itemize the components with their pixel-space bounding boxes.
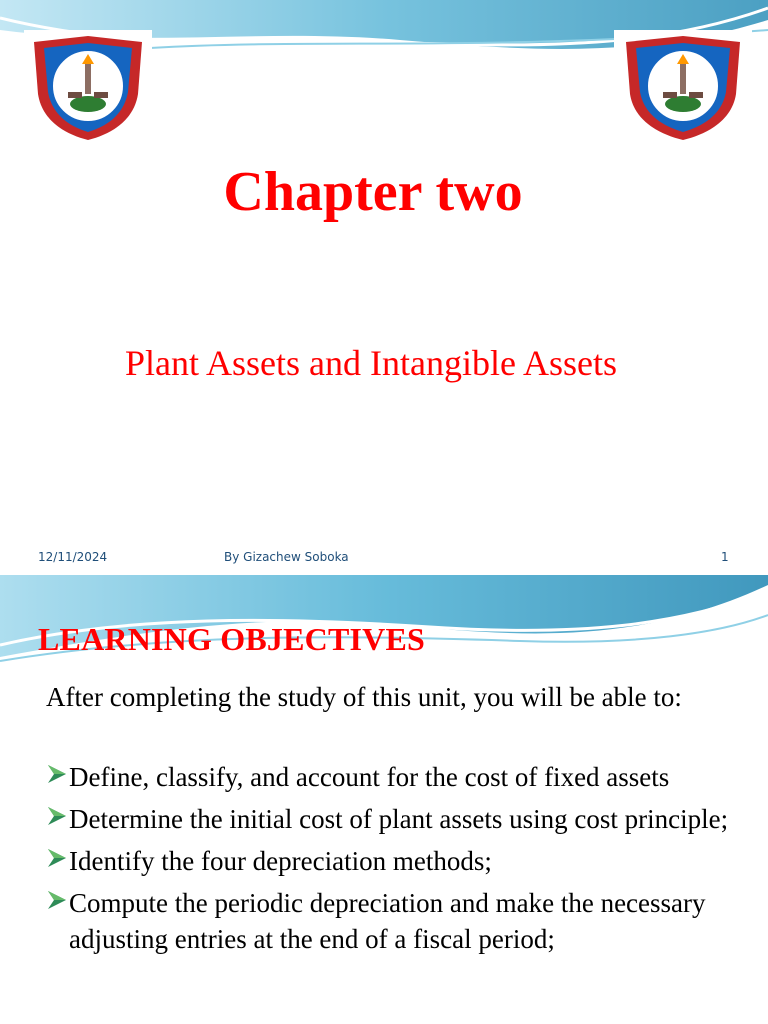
objectives-list xyxy=(46,759,746,963)
footer-page-number: 1 xyxy=(721,550,729,564)
slide-2 xyxy=(0,575,768,1024)
university-crest-icon xyxy=(24,30,152,142)
list-item-text: Define, classify, and account for the cost of fixed assets xyxy=(69,762,670,792)
footer-date: 12/11/2024 xyxy=(38,550,108,564)
list-item xyxy=(46,759,746,795)
slide-title: Chapter two xyxy=(223,161,523,223)
list-item-text: Identify the four depreciation methods; xyxy=(69,846,492,876)
list-item-text: Determine the initial cost of plant assets using cost principle; xyxy=(69,804,729,834)
intro-paragraph: After completing the study of this unit, you will be able to: xyxy=(46,682,682,712)
list-item xyxy=(46,801,746,837)
section-heading: LEARNING OBJECTIVES xyxy=(38,621,426,657)
list-item xyxy=(46,843,746,879)
list-item-text: Compute the periodic depreciation and make the necessary adjusting entries at the end of a fiscal period; xyxy=(69,888,706,954)
arrow-bullet-icon xyxy=(46,889,68,911)
arrow-bullet-icon xyxy=(46,847,68,869)
arrow-bullet-icon xyxy=(46,805,68,827)
arrow-bullet-icon xyxy=(46,763,68,785)
footer-author: By Gizachew Soboka xyxy=(224,550,349,564)
university-crest-icon xyxy=(614,30,752,142)
list-item xyxy=(46,885,746,957)
slide-subtitle: Plant Assets and Intangible Assets xyxy=(125,343,617,383)
